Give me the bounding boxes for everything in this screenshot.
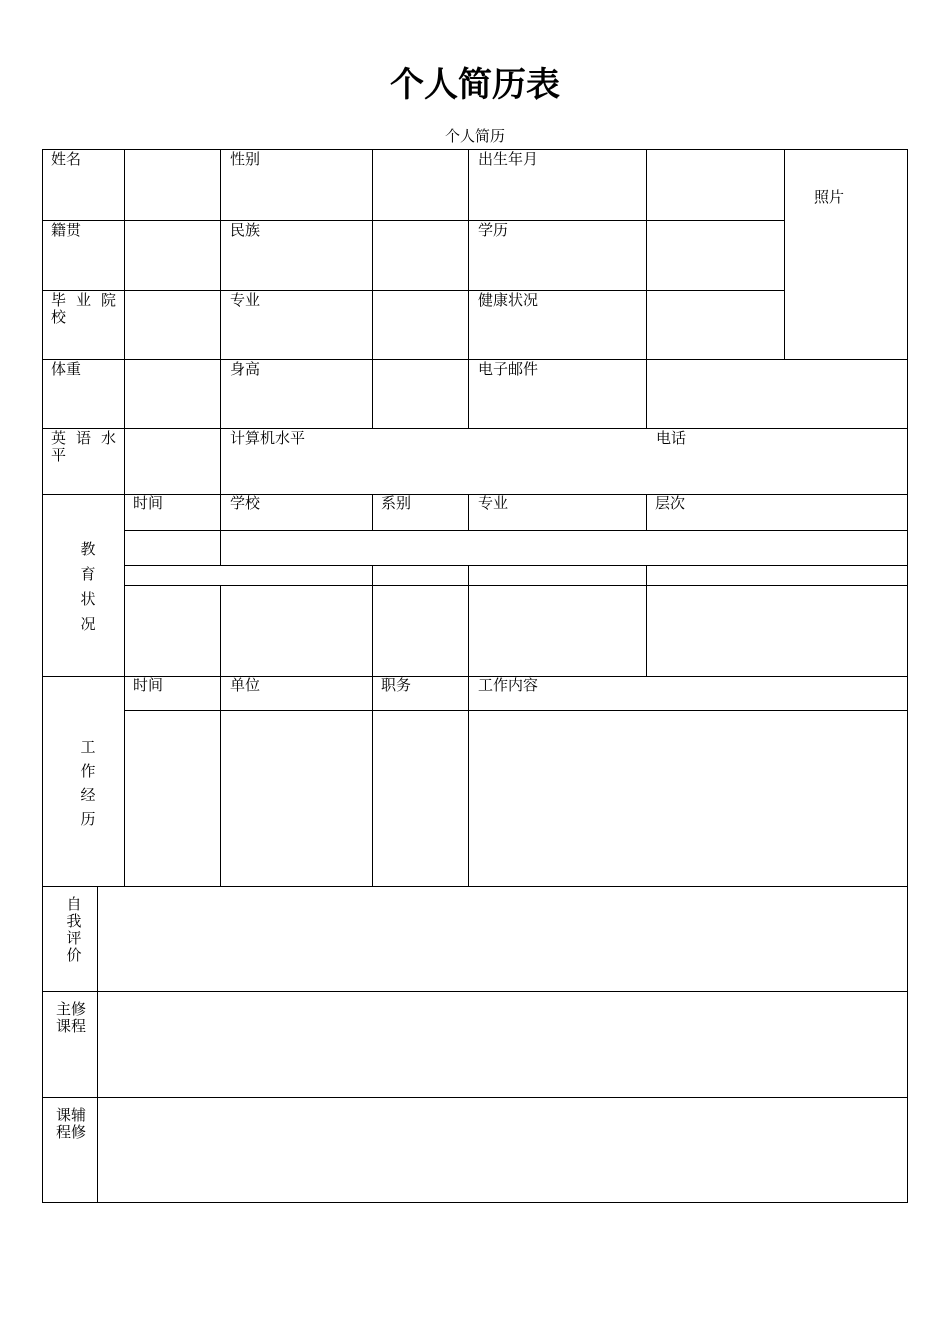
col-line-2 xyxy=(220,149,221,565)
col-line-5b xyxy=(646,494,647,530)
col-line-3b xyxy=(372,494,373,530)
edu-header-department: 系别 xyxy=(381,494,412,512)
weight-value-cell[interactable] xyxy=(125,360,220,428)
education-level-value-cell[interactable] xyxy=(647,221,784,290)
edu-header-major: 专业 xyxy=(478,494,509,512)
photo-cell[interactable] xyxy=(785,150,907,359)
major-value-cell[interactable] xyxy=(373,291,468,359)
main-courses-cell[interactable] xyxy=(98,992,907,1097)
work-label-char-1: 工 xyxy=(80,738,96,756)
label-school-line1: 毕 业 院 xyxy=(51,291,116,309)
self-eval-label xyxy=(64,896,84,964)
work-time-cell[interactable] xyxy=(125,711,220,886)
border-bottom xyxy=(42,1202,908,1203)
work-header-time: 时间 xyxy=(133,676,164,694)
education-label-char-1: 教 xyxy=(80,540,96,558)
label-gender: 性别 xyxy=(230,150,261,168)
main-courses-line-2: 课程 xyxy=(55,1017,86,1035)
education-label-char-4: 况 xyxy=(80,615,96,633)
school-value-cell[interactable] xyxy=(125,291,220,359)
edu-header-level: 层次 xyxy=(655,494,686,512)
label-photo: 照片 xyxy=(814,188,845,206)
minor-courses-line-1: 课辅 xyxy=(55,1106,86,1124)
birth-value-cell[interactable] xyxy=(647,150,784,220)
label-email: 电子邮件 xyxy=(478,360,539,378)
ethnicity-value-cell[interactable] xyxy=(373,221,468,290)
education-row-1[interactable] xyxy=(125,531,907,565)
label-phone: 电话 xyxy=(656,429,687,447)
label-health: 健康状况 xyxy=(478,291,539,309)
work-section-label xyxy=(70,735,106,831)
self-eval-char-1: 自 xyxy=(66,895,82,913)
native-place-value-cell[interactable] xyxy=(125,221,220,290)
work-label-char-2: 作 xyxy=(80,762,96,780)
minor-courses-line-2: 程修 xyxy=(55,1123,86,1141)
work-label-char-3: 经 xyxy=(80,786,96,804)
work-employer-cell[interactable] xyxy=(221,711,372,886)
minor-courses-cell[interactable] xyxy=(98,1098,907,1202)
edu-header-school: 学校 xyxy=(230,494,261,512)
main-courses-line-1: 主修 xyxy=(55,1000,86,1018)
email-value-cell[interactable] xyxy=(647,360,907,428)
work-position-cell[interactable] xyxy=(373,711,468,886)
self-eval-cell[interactable] xyxy=(98,887,907,991)
work-label-char-4: 历 xyxy=(80,810,96,828)
self-eval-char-2: 我 xyxy=(66,912,82,930)
name-value-cell[interactable] xyxy=(125,150,220,220)
label-birth: 出生年月 xyxy=(478,150,539,168)
english-value-cell[interactable] xyxy=(125,429,220,494)
label-computer: 计算机水平 xyxy=(230,429,306,447)
label-ethnicity: 民族 xyxy=(230,221,261,239)
label-school-line2: 校 xyxy=(51,308,67,326)
edu-header-time: 时间 xyxy=(133,494,164,512)
row-line-5 xyxy=(42,494,908,495)
label-height: 身高 xyxy=(230,360,261,378)
education-label-char-2: 育 xyxy=(80,565,96,583)
work-header-employer: 单位 xyxy=(230,676,261,694)
border-right xyxy=(907,149,908,1203)
education-section-label xyxy=(70,537,106,637)
gender-value-cell[interactable] xyxy=(373,150,468,220)
self-eval-char-3: 评 xyxy=(66,929,82,947)
col-line-4b xyxy=(468,494,469,530)
form-caption: 个人简历 xyxy=(444,127,505,145)
health-value-cell[interactable] xyxy=(647,291,784,359)
minor-courses-label xyxy=(54,1107,88,1141)
main-courses-label xyxy=(54,1001,88,1035)
work-content-cell[interactable] xyxy=(469,711,907,886)
col-line-4 xyxy=(468,149,469,428)
page-title: 个人简历表 xyxy=(390,65,560,105)
label-name: 姓名 xyxy=(51,150,82,168)
education-row-2[interactable] xyxy=(125,566,907,585)
label-major: 专业 xyxy=(230,291,261,309)
row-line-work xyxy=(42,676,908,677)
label-english-line2: 平 xyxy=(51,446,67,464)
work-header-content: 工作内容 xyxy=(478,676,539,694)
resume-form xyxy=(42,149,908,1203)
height-value-cell[interactable] xyxy=(373,360,468,428)
label-education-level: 学历 xyxy=(478,221,509,239)
label-native-place: 籍贯 xyxy=(51,221,82,239)
label-english-line1: 英 语 水 xyxy=(51,429,116,447)
border-left xyxy=(42,149,43,1203)
label-weight: 体重 xyxy=(51,360,82,378)
education-label-char-3: 状 xyxy=(80,590,96,608)
self-eval-char-4: 价 xyxy=(66,946,82,964)
education-row-3[interactable] xyxy=(125,586,907,676)
work-header-position: 职务 xyxy=(381,676,412,694)
computer-value-cell[interactable] xyxy=(373,429,646,494)
